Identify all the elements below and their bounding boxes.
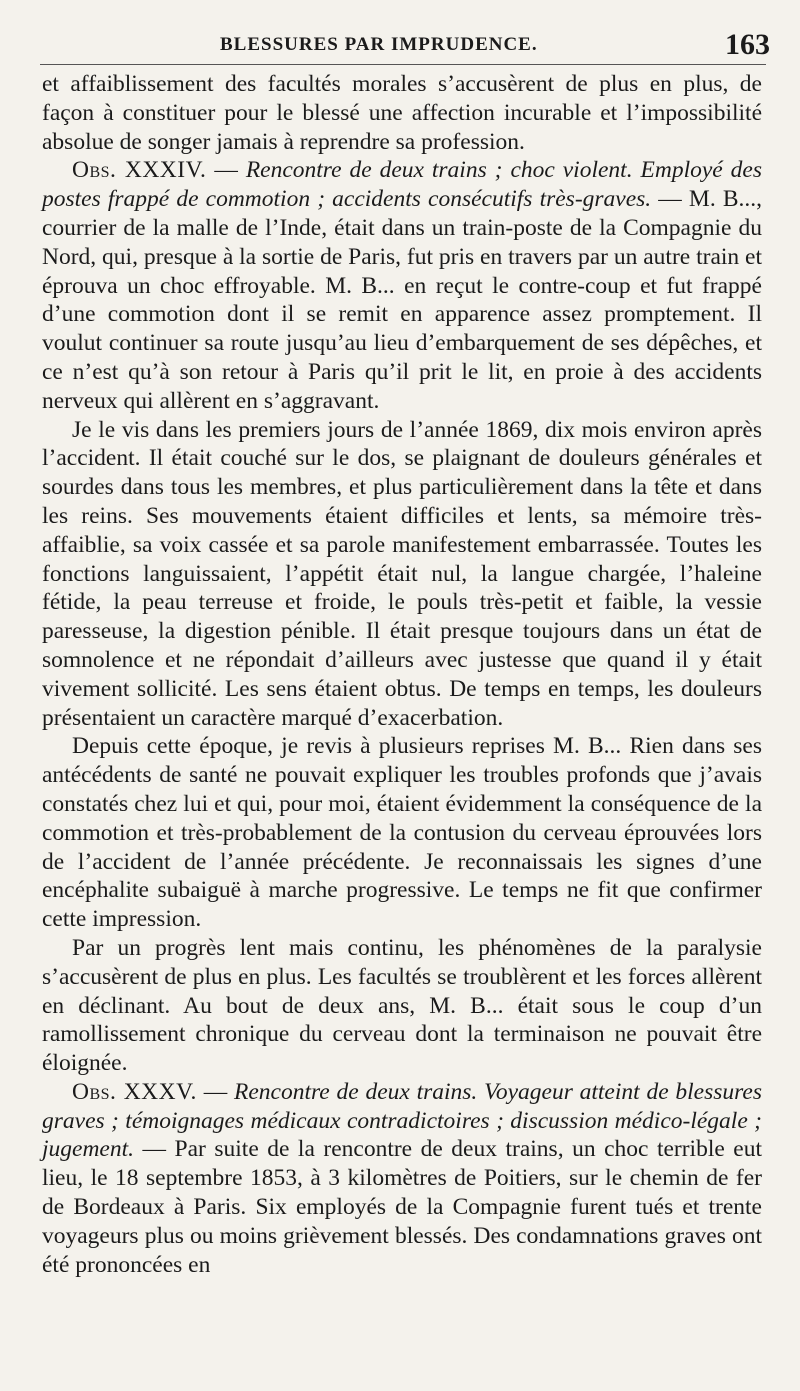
running-head	[38, 28, 772, 62]
observation-label: Obs. XXXIV.	[72, 157, 207, 184]
paragraph	[42, 416, 762, 733]
paragraph-text: Depuis cette époque, je revis à plusieurs reprises M. B... Rien dans ses antécédents de santé ne pouvait expliquer les troubles profonds que j’avais constatés chez lui et qui, pour moi, étaient évidemment la conséquence de la commotion et très-probablement de la contusion du cerveau éprouvées lors de l’accident de l’année précédente. Je reconnaissais les signes d’une encéphalite subaiguë à marche progressive. Le temps ne fit que confirmer cette impression.	[42, 733, 762, 933]
dash: —	[134, 1136, 175, 1163]
observation-title: Rencontre de deux trains. Voyageur atteint de blessures graves ; témoignages médicaux contradictoires ; discussion médico-légale ; jugement.	[42, 1078, 763, 1163]
dash: —	[196, 1078, 234, 1105]
observation-title: Rencontre de deux trains ; choc violent. Employé des postes frappé de commotion ; accidents consécutifs très-graves.	[42, 157, 762, 213]
body-text	[42, 70, 762, 1279]
running-title: BLESSURES PAR IMPRUDENCE.	[220, 34, 538, 55]
paragraph	[42, 732, 762, 934]
paragraph	[42, 934, 762, 1078]
observation-text: M. B..., courrier de la malle de l’Inde, était dans un train-poste de la Compagnie du Nord, qui, presque à la sortie de Paris, fut pris en travers par un autre train et éprouva un choc effroyable. M. B... en reçut le contre-coup et fut frappé d’une commotion dont il se remit en apparence assez promptement. Il voulut continuer sa route jusqu’au lieu d’embarquement de ses dépêches, et ce n’est qu’à son retour à Paris qu’il prit le lit, en proie à des accidents nerveux qui allèrent en s’aggravant.	[42, 186, 762, 414]
observation-34	[42, 156, 762, 415]
observation-label: Obs. XXXV.	[72, 1078, 197, 1105]
paragraph-text: Par un progrès lent mais continu, les phénomènes de la paralysie s’accusèrent de plus en plus. Les facultés se troublèrent et les forces allèrent en déclinant. Au bout de deux ans, M. B... était sous le coup d’un ramollissement chronique du cerveau dont la terminaison ne pouvait être éloignée.	[42, 934, 762, 1077]
paragraph-text: et affaiblissement des facultés morales s’accusèrent de plus en plus, de façon à constituer pour le blessé une affection incurable et l’impossibilité absolue de songer jamais à reprendre sa profession.	[42, 71, 762, 155]
dash: —	[206, 157, 246, 184]
paragraph-text: Je le vis dans les premiers jours de l’année 1869, dix mois environ après l’accident. Il était couché sur le dos, se plaignant de douleurs générales et sourdes dans tous les membres, et plus particulièrement dans la tête et dans les reins. Ses mouvements étaient difficiles et lents, sa mémoire très-affaiblie, sa voix cassée et sa parole manifestement embarrassée. Toutes les fonctions languissaient, l’appétit était nul, la langue chargée, l’haleine fétide, la peau terreuse et froide, le pouls très-petit et faible, la vessie paresseuse, la digestion pénible. Il était presque toujours dans un état de somnolence et ne répondait d’ailleurs avec justesse que quand il y était vivement sollicité. Les sens étaient obtus. De temps en temps, les douleurs présentaient un caractère marqué d’exacerbation.	[42, 416, 762, 731]
header-rule	[40, 64, 766, 65]
observation-text: Par suite de la rencontre de deux trains, un choc terrible eut lieu, le 18 septembre 1853, à 3 kilomètres de Poitiers, sur le chemin de fer de Bordeaux à Paris. Six employés de la Compagnie furent tués et trente voyageurs plus ou moins grièvement blessés. Des condamnations graves ont été prononcées en	[42, 1136, 763, 1278]
observation-35	[42, 1078, 762, 1280]
dash: —	[651, 186, 689, 213]
paragraph-continuation	[42, 70, 762, 156]
page-number: 163	[725, 28, 770, 61]
